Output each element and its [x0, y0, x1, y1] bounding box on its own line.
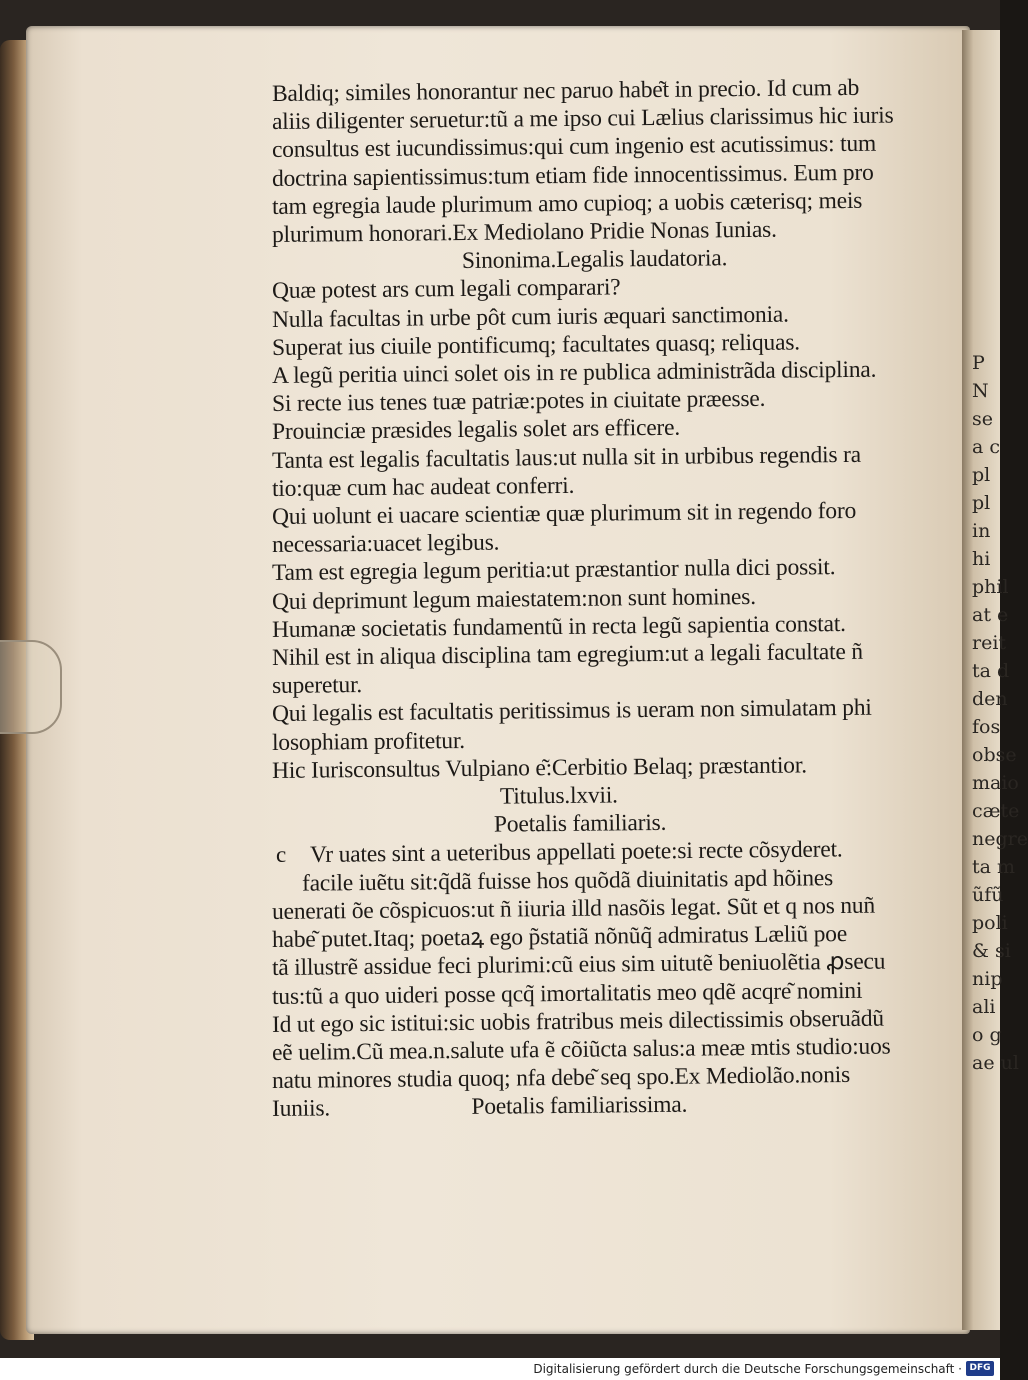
page-text-block: [271, 74, 912, 1124]
synonym-line: Qui uolunt ei uacare scientiæ quæ plurimum sit in regendo foro: [271, 497, 857, 531]
letter-line: tã illustrẽ assidue feci plurimi:cũ eius sim uitutẽ beniuolẽtia ꝓsecu: [271, 948, 886, 982]
opposite-page-fragment: se: [972, 408, 993, 430]
closing-line: [272, 1089, 912, 1124]
synonym-line: tio:quæ cum hac audeat conferri.: [271, 472, 575, 502]
opposite-page-fragment: at e: [972, 604, 1009, 626]
opposite-page-fragment: fos: [972, 716, 1001, 738]
text-line: doctrina sapientissimus:tum etiam fide innocentissimus. Eum pro: [271, 159, 874, 192]
opposite-page-fragment: negre: [972, 828, 1028, 850]
opposite-page-fragment: in: [972, 520, 991, 542]
closing-heading: Poetalis familiarissima.: [471, 1091, 688, 1121]
opposite-page-fragment: ta d: [972, 660, 1010, 682]
synonym-line: Humanæ societatis fundamentũ in recta legũ sapientia constat.: [271, 610, 846, 643]
opposite-page-fragment: cæte: [972, 800, 1020, 822]
closing-date: Iuniis.: [271, 1095, 331, 1123]
opposite-page-fragment: poli: [972, 912, 1008, 934]
text-line: aliis diligenter seruetur:tũ a me ipso cui Lælius clarissimus hic iuris: [271, 102, 894, 136]
letter-line: uenerati õe cõspicuos:ut ñ iiuria illd nasõis legat. Sũt et q nos nuñ: [271, 892, 876, 925]
page-tab-marker: [0, 640, 62, 734]
drop-cap-guide-letter: c: [276, 842, 287, 868]
title-number: Titulus.lxvii.: [499, 782, 618, 810]
synonym-line: A legũ peritia uinci solet ois in re publica administrãda disciplina.: [271, 356, 877, 390]
opposite-page-fragment: obse: [972, 744, 1017, 766]
letter-body: [271, 864, 912, 1096]
letter-line: Vr uates sint a ueteribus appellati poete:si recte cõsyderet.: [309, 836, 843, 869]
synonym-line: losophiam profitetur.: [271, 727, 466, 756]
text-line: tam egregia laude plurimum amo cupioq; a uobis cæterisq; meis: [271, 187, 863, 220]
opposite-page-fragment: & si: [972, 940, 1011, 962]
synonym-line: Tanta est legalis facultatis laus:ut nulla sit in urbibus regendis ra: [271, 441, 861, 474]
digitization-footer: [0, 1358, 1000, 1380]
synonym-line: Superat ius ciuile pontificumq; facultates quasq; reliquas.: [271, 329, 801, 361]
synonym-line: Prouinciæ præsides legalis solet ars efficere.: [271, 415, 681, 446]
letter-line: facile iuẽtu sit:q̃dã fuisse hos quõdã diuinitatis apd hõines: [301, 864, 834, 897]
synonym-line: Quæ potest ars cum legali comparari?: [271, 274, 621, 305]
opposite-page-fragment: N: [972, 380, 989, 402]
text-line: consultus est iucundissimus:qui cum ingenio est acutissimus: tum: [271, 131, 877, 164]
letter-line: Id ut ego sic istitui:sic uobis fratribus meis dilectissimis obseruãdũ: [271, 1005, 885, 1038]
opposite-page-fragment: a c: [972, 436, 1001, 458]
letter-line: eẽ uelim.Cũ mea.n.salute ufa ẽ cõiũcta salus:a meæ mtis studio:uos: [271, 1033, 891, 1066]
synonym-line: Si recte ius tenes tuæ patriæ:potes in ciuitate præesse.: [271, 386, 766, 418]
synonym-line: Qui deprimunt legum maiestatem:non sunt homines.: [271, 583, 756, 615]
dfg-logo: DFG: [966, 1361, 994, 1376]
opposite-page-fragment: hi: [972, 548, 991, 570]
opposite-page-fragment: reit: [972, 632, 1007, 654]
synonym-line: Hic Iurisconsultus Vulpiano e͂:Cerbitio Belaq; præstantior.: [271, 752, 807, 784]
synonym-line: Qui legalis est facultatis peritissimus is ueram non simulatam phi: [271, 695, 872, 728]
opposite-page-fragment: phil: [972, 576, 1009, 598]
letter-line: natu minores studia quoq; nfa debe͂ seq spo.Ex Mediolão.nonis: [271, 1062, 851, 1095]
synonym-line: Tam est egregia legum peritia:ut præstantior nulla dici possit.: [271, 554, 836, 587]
text-line: Baldiq; similes honorantur nec paruo habe͂t in precio. Id cum ab: [271, 74, 860, 107]
opposite-page-fragment: ta m: [972, 856, 1016, 878]
footer-credit: Digitalisierung gefördert durch die Deutsche Forschungsgemeinschaft ·: [533, 1362, 962, 1376]
synonym-line: Nulla facultas in urbe pôt cum iuris æquari sanctimonia.: [271, 301, 789, 333]
synonym-line: Nihil est in aliqua disciplina tam egregium:ut a legali facultate ñ: [271, 638, 863, 672]
opposite-page-fragment: o g: [972, 1024, 1002, 1046]
opposite-page-edge: [962, 30, 1028, 1330]
synonym-line: superetur.: [271, 672, 363, 700]
opposite-page-fragment: ae ul: [972, 1052, 1019, 1074]
opening-paragraph: [271, 74, 912, 249]
opposite-page-fragment: pl: [972, 464, 991, 486]
opposite-page-fragment: maio: [972, 772, 1019, 794]
letter-line: habe͂ putet.Itaq; poetaꝝ ego p̃statiã nõnũq̃ admiratus Læliũ poe: [271, 921, 848, 954]
opposite-page-fragment: P: [972, 352, 985, 374]
letter-line: tus:tũ a quo uideri posse qcq̃ imortalitatis meo qdẽ acqre͂ nomini: [271, 977, 863, 1010]
synonym-list: [271, 274, 912, 785]
section-heading-poetic: Poetalis familiaris.: [493, 810, 667, 838]
opposite-page-fragment: ũfũ: [972, 884, 1004, 906]
opposite-page-fragment: ali: [972, 996, 996, 1018]
opposite-page-fragment: nip: [972, 968, 1003, 990]
opposite-page-fragment: den: [972, 688, 1008, 710]
opposite-page-fragment: pl: [972, 492, 991, 514]
text-line: plurimum honorari.Ex Mediolano Pridie Nonas Iunias.: [271, 216, 777, 249]
section-heading-legal: Sinonima.Legalis laudatoria.: [461, 245, 728, 275]
synonym-line: necessaria:uacet legibus.: [271, 529, 500, 559]
